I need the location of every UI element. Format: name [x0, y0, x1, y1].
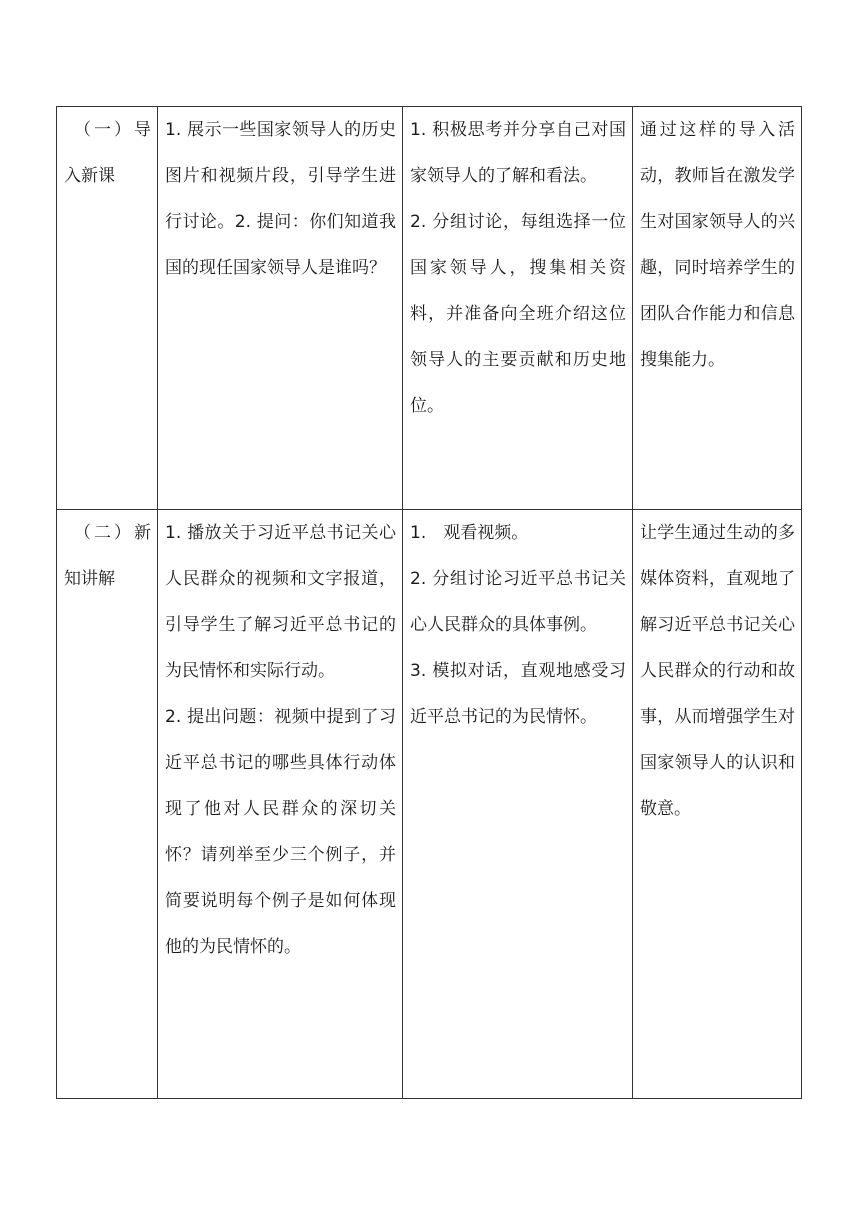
- lesson-plan-table: [56, 106, 802, 1099]
- student-activity-item: 3. 模拟对话，直观地感受习近平总书记的为民情怀。: [410, 661, 626, 727]
- student-activity-item: 1. 观看视频。: [410, 523, 529, 543]
- stage-cell: [57, 107, 158, 510]
- student-activity-cell: [403, 510, 633, 1099]
- design-intent-cell: [633, 510, 802, 1099]
- student-activity-item: 1. 积极思考并分享自己对国家领导人的了解和看法。: [410, 120, 626, 186]
- table-row: [57, 510, 802, 1099]
- student-activity-cell: [403, 107, 633, 510]
- stage-label: （一）导入新课: [64, 120, 151, 186]
- teacher-activity-item: 1. 播放关于习近平总书记关心人民群众的视频和文字报道，引导学生了解习近平总书记的为民情怀和实际行动。: [165, 523, 396, 681]
- student-activity-item: 2. 分组讨论，每组选择一位国家领导人，搜集相关资料，并准备向全班介绍这位领导人的主要贡献和历史地位。: [410, 212, 626, 416]
- stage-label: （二）新知讲解: [64, 523, 151, 589]
- teacher-activity-cell: [158, 510, 403, 1099]
- teacher-activity-item: 1. 展示一些国家领导人的历史图片和视频片段，引导学生进行讨论。2. 提问：你们知道我国的现任国家领导人是谁吗？: [165, 120, 396, 278]
- teacher-activity-cell: [158, 107, 403, 510]
- design-intent-text: 通过这样的导入活动，教师旨在激发学生对国家领导人的兴趣，同时培养学生的团队合作能力和信息搜集能力。: [640, 120, 795, 370]
- table-row: [57, 107, 802, 510]
- design-intent-cell: [633, 107, 802, 510]
- design-intent-text: 让学生通过生动的多媒体资料，直观地了解习近平总书记关心人民群众的行动和故事，从而增强学生对国家领导人的认识和敬意。: [640, 523, 795, 819]
- stage-cell: [57, 510, 158, 1099]
- teacher-activity-item: 2. 提出问题：视频中提到了习近平总书记的哪些具体行动体现了他对人民群众的深切关怀？请列举至少三个例子，并简要说明每个例子是如何体现他的为民情怀的。: [165, 707, 396, 957]
- student-activity-item: 2. 分组讨论习近平总书记关心人民群众的具体事例。: [410, 569, 626, 635]
